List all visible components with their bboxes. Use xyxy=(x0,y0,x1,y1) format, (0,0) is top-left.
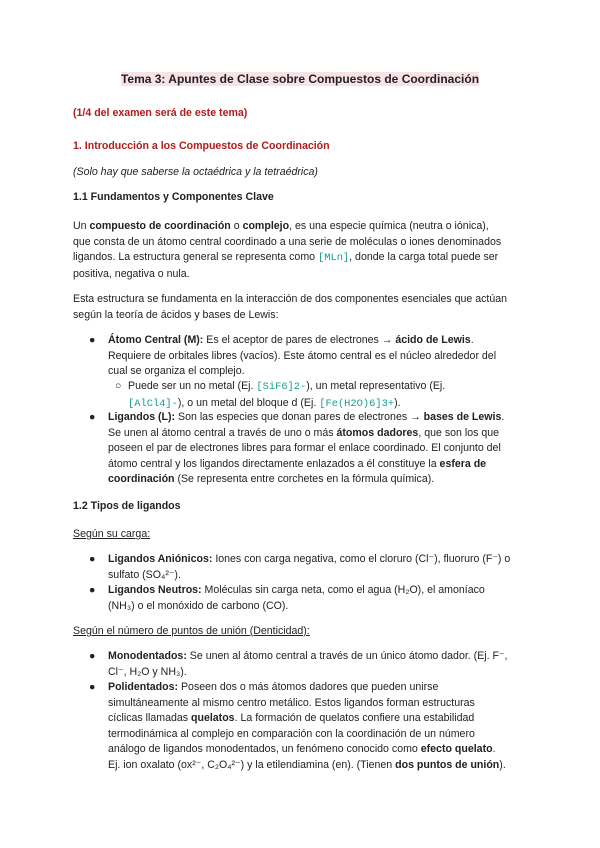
denticidad-label: Según el número de puntos de unión (Denticidad): xyxy=(73,625,310,637)
bullet-icon: ● xyxy=(89,553,96,565)
carga-label: Según su carga: xyxy=(73,528,151,540)
bullet-icon: ● xyxy=(89,334,96,346)
sub-list-item-examples: ○ Puede ser un no metal (Ej. [SiF6]2-), un metal representativo (Ej. [AlCl4]-), o un metal del bloque d (Ej. [Fe(H2O)6]3+). xyxy=(115,380,446,410)
formula-code: [MLn] xyxy=(317,252,350,264)
paragraph-definition: Un compuesto de coordinación o complejo, es una especie química (neutra o iónica), que consta de un átomo central coordinado a una serie de moléculas o iones denominados ligandos. La estructura general se representa como [MLn], donde la carga total puede ser positiva, negativa o nula. xyxy=(73,220,502,280)
exam-note: (1/4 del examen será de este tema) xyxy=(73,107,248,119)
list-item-ligandos: ● Ligandos (L): Son las especies que donan pares de electrones → bases de Lewis. Se unen al átomo central a través de uno o más átomos dadores, que son los que poseen el par de electrones libres para formar el enlace coordinado. El conjunto del átomo central y los ligandos directamente enlazados a él constituye la esfera de coordinación (Se representa entre corchetes en la fórmula química). xyxy=(89,411,505,485)
list-item-atomo-central: ● Átomo Central (M): Es el aceptor de pares de electrones → ácido de Lewis. Requiere de orbitales libres (vacíos). Este átomo central es el núcleo alrededor del cual se organiza el complejo. xyxy=(89,334,497,377)
hollow-bullet-icon: ○ xyxy=(115,380,122,392)
page-title: Tema 3: Apuntes de Clase sobre Compuestos de Coordinación xyxy=(120,72,480,86)
bullet-icon: ● xyxy=(89,584,96,596)
list-item-polidentados: ● Polidentados: Poseen dos o más átomos dadores que pueden unirse simultáneamente al mismo centro metálico. Estos ligandos forman estructuras cíclicas llamadas quelatos. La formación de quelatos confiere una estabilidad termodinámica al complejo en comparación con la coordinación de un número análogo de ligandos monodentados, un fenómeno conocido como efecto quelato. Ej. ion oxalato (ox²⁻, C₂O₄²⁻) y la etilendiamina (en). (Tienen dos puntos de unión). xyxy=(89,681,506,771)
paragraph-lewis: Esta estructura se fundamenta en la interacción de dos componentes esenciales que actúan según la teoría de ácidos y bases de Lewis: xyxy=(73,293,508,321)
bullet-icon: ● xyxy=(89,650,96,662)
list-item-monodentados: ● Monodentados: Se unen al átomo central a través de un único átomo dador. (Ej. F⁻, Cl⁻, H₂O y NH₃). xyxy=(89,650,508,678)
section-1-heading: 1. Introducción a los Compuestos de Coordinación xyxy=(73,140,330,152)
bullet-icon: ● xyxy=(89,681,96,693)
subsection-1-1-heading: 1.1 Fundamentos y Componentes Clave xyxy=(73,191,274,203)
list-item-anionicos: ● Ligandos Aniónicos: Iones con carga negativa, como el cloruro (Cl⁻), fluoruro (F⁻) o sulfato (SO₄²⁻). xyxy=(89,553,511,581)
bullet-icon: ● xyxy=(89,411,96,423)
list-item-neutros: ● Ligandos Neutros: Moléculas sin carga neta, como el agua (H₂O), el amoníaco (NH₃) o el monóxido de carbono (CO). xyxy=(89,584,485,612)
section-1-note: (Solo hay que saberse la octaédrica y la tetraédrica) xyxy=(73,166,318,178)
subsection-1-2-heading: 1.2 Tipos de ligandos xyxy=(73,500,181,512)
